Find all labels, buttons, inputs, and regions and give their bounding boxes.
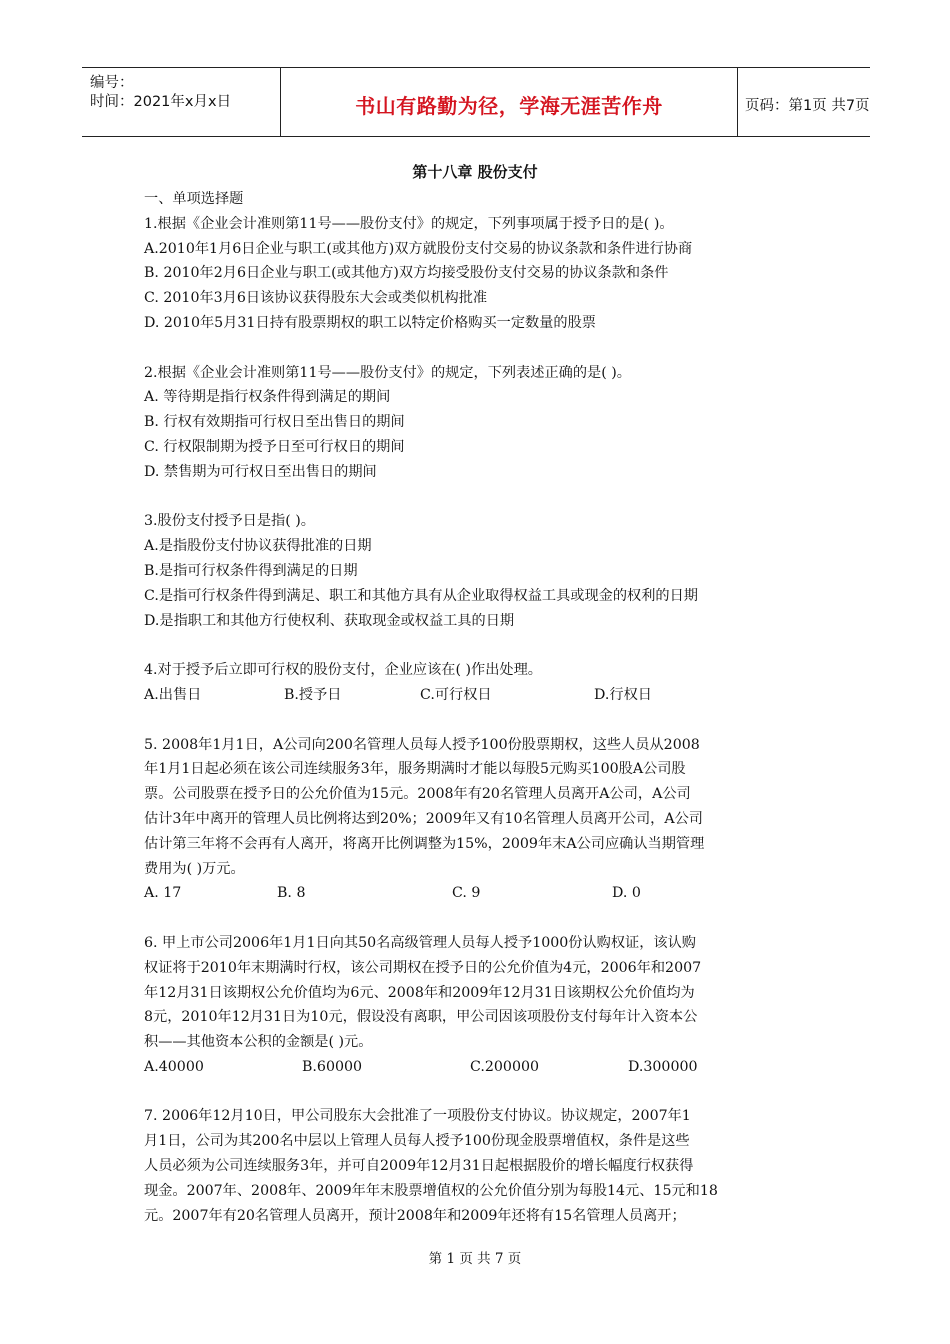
question-line: 费用为( )万元。 — [144, 860, 245, 877]
question-7 — [144, 1104, 814, 1228]
option-b: B.授予日 — [284, 686, 342, 703]
option-a: A.出售日 — [144, 686, 202, 703]
question-line: 人员必须为公司连续服务3年，并可自2009年12月31日起根据股价的增长幅度行权获得 — [144, 1158, 694, 1175]
spacer — [144, 633, 814, 658]
option-d: D. 0 — [612, 885, 641, 902]
section-heading: 一、单项选择题 — [144, 191, 244, 207]
question-line: 8元，2010年12月31日为10元，假设没有离职，甲公司因该项股份支付每年计入资本公 — [144, 1009, 698, 1026]
spacer — [144, 1080, 814, 1105]
question-stem: 2.根据《企业会计准则第11号——股份支付》的规定，下列表述正确的是( )。 — [144, 364, 631, 381]
question-line: 7. 2006年12月10日，甲公司股东大会批准了一项股份支付协议。协议规定，2007年1 — [144, 1108, 691, 1125]
option-a: A.2010年1月6日企业与职工(或其他方)双方就股份支付交易的协议条款和条件进行协商 — [144, 240, 693, 257]
question-line: 票。公司股票在授予日的公允价值为15元。2008年有20名管理人员离开A公司，A公司 — [144, 786, 691, 803]
question-1 — [144, 212, 814, 336]
document-body — [144, 187, 814, 1228]
spacer — [144, 708, 814, 733]
option-c: C. 2010年3月6日该协议获得股东大会或类似机构批准 — [144, 290, 488, 307]
option-a: A.是指股份支付协议获得批准的日期 — [144, 538, 372, 555]
option-b: B. 8 — [277, 885, 306, 902]
option-a: A. 等待期是指行权条件得到满足的期间 — [144, 389, 391, 406]
spacer — [144, 336, 814, 361]
question-2 — [144, 361, 814, 485]
option-b: B. 2010年2月6日企业与职工(或其他方)双方均接受股份支付交易的协议条款和条件 — [144, 265, 669, 282]
question-line: 年1月1日起必须在该公司连续服务3年，服务期满时才能以每股5元购买100股A公司股 — [144, 761, 686, 778]
option-d: D.行权日 — [594, 686, 652, 703]
option-c: C. 行权限制期为授予日至可行权日的期间 — [144, 438, 405, 455]
header-motto: 书山有路勤为径，学海无涯苦作舟 — [355, 94, 663, 118]
question-line: 现金。2007年、2008年、2009年年末股票增值权的公允价值分别为每股14元、15元和18 — [144, 1182, 718, 1199]
question-line: 6. 甲上市公司2006年1月1日向其50名高级管理人员每人授予1000份认购权证，该认购 — [144, 934, 696, 951]
options-row — [144, 881, 814, 906]
chapter-title: 第十八章 股份支付 — [412, 163, 538, 181]
question-line: 估计3年中离开的管理人员比例将达到20%；2009年又有10名管理人员离开公司，A公司 — [144, 810, 703, 827]
question-4 — [144, 658, 814, 708]
header-meta-cell — [82, 68, 280, 136]
question-line: 元。2007年有20名管理人员离开，预计2008年和2009年还将有15名管理人员离开； — [144, 1207, 686, 1224]
document-date-label: 时间：2021年x月x日 — [90, 94, 232, 110]
question-line: 积——其他资本公积的金额是( )元。 — [144, 1034, 373, 1051]
question-3 — [144, 509, 814, 633]
question-5 — [144, 733, 814, 907]
document-number-label: 编号： — [90, 75, 134, 91]
options-row — [144, 683, 814, 708]
option-b: B. 行权有效期指可行权日至出售日的期间 — [144, 414, 405, 431]
option-d: D.是指职工和其他方行使权利、获取现金或权益工具的日期 — [144, 612, 515, 629]
question-line: 年12月31日该期权公允价值均为6元、2008年和2009年12月31日该期权公允价值均为 — [144, 984, 695, 1001]
spacer — [144, 906, 814, 931]
option-d: D.300000 — [628, 1058, 698, 1075]
header-page-cell — [737, 68, 870, 136]
question-line: 估计第三年将不会再有人离开，将离开比例调整为15%，2009年末A公司应确认当期管理 — [144, 835, 705, 852]
option-a: A. 17 — [144, 885, 182, 902]
option-b: B.是指可行权条件得到满足的日期 — [144, 562, 358, 579]
question-line: 月1日，公司为其200名中层以上管理人员每人授予100份现金股票增值权，条件是这些 — [144, 1133, 690, 1150]
page-header — [82, 67, 870, 137]
question-stem: 3.股份支付授予日是指( )。 — [144, 513, 315, 530]
options-row — [144, 1055, 814, 1080]
header-page-number: 页码：第1页 共7页 — [745, 98, 870, 114]
option-a: A.40000 — [144, 1058, 204, 1075]
header-motto-cell — [280, 68, 738, 136]
option-c: C.200000 — [470, 1058, 540, 1075]
page-footer: 第 1 页 共 7 页 — [428, 1251, 522, 1267]
option-c: C.可行权日 — [420, 686, 492, 703]
question-6 — [144, 931, 814, 1080]
option-c: C. 9 — [452, 885, 481, 902]
option-d: D. 2010年5月31日持有股票期权的职工以特定价格购买一定数量的股票 — [144, 314, 596, 331]
option-d: D. 禁售期为可行权日至出售日的期间 — [144, 463, 377, 480]
question-stem: 1.根据《企业会计准则第11号——股份支付》的规定，下列事项属于授予日的是( )。 — [144, 215, 674, 232]
spacer — [144, 485, 814, 510]
question-line: 5. 2008年1月1日，A公司向200名管理人员每人授予100份股票期权，这些人员从2008 — [144, 736, 700, 753]
question-line: 权证将于2010年末期满时行权，该公司期权在授予日的公允价值为4元，2006年和2007 — [144, 959, 702, 976]
option-c: C.是指可行权条件得到满足、职工和其他方具有从企业取得权益工具或现金的权利的日期 — [144, 587, 698, 604]
option-b: B.60000 — [302, 1058, 363, 1075]
question-stem: 4.对于授予后立即可行权的股份支付，企业应该在( )作出处理。 — [144, 662, 542, 679]
